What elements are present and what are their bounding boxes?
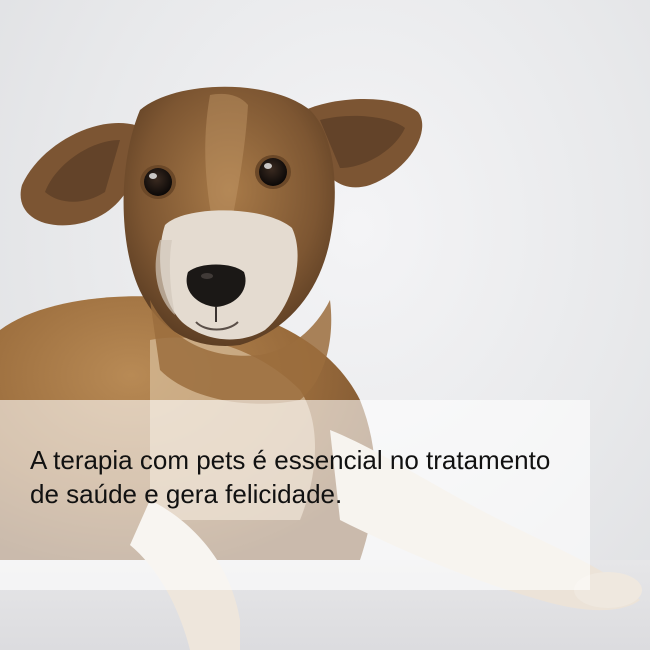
dog-eye-left	[140, 165, 176, 199]
dog-eye-right	[255, 155, 291, 189]
caption-text: A terapia com pets é essencial no tratamento de saúde e gera felicidade.	[30, 445, 551, 509]
